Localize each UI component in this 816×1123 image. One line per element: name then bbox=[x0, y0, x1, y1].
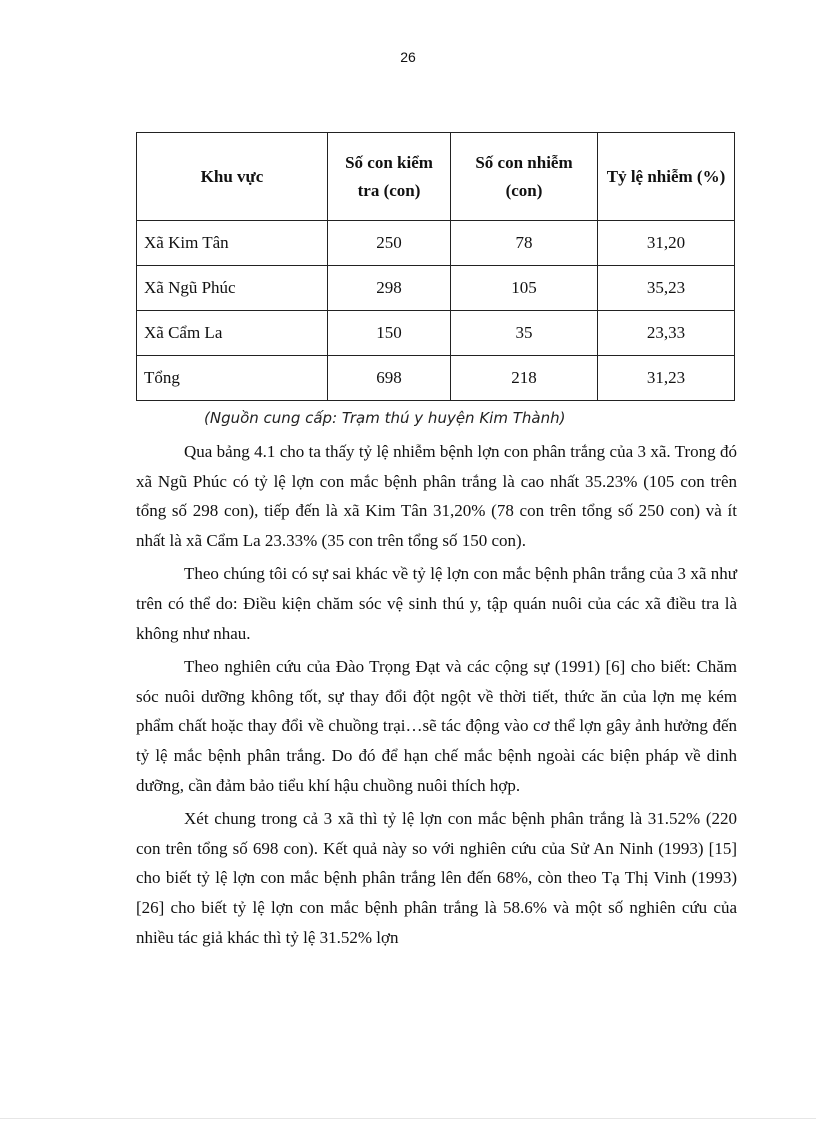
paragraph: Theo nghiên cứu của Đào Trọng Đạt và các cộng sự (1991) [6] cho biết: Chăm sóc nuôi dưỡng không tốt, sự thay đổi đột ngột về thời tiết, thức ăn của lợn mẹ kém phẩm chất hoặc thay đổi về chuồng trại…sẽ tác động vào cơ thể lợn gây ảnh hưởng đến tỷ lệ mắc bệnh phân trắng. Do đó để hạn chế mắc bệnh ngoài các biện pháp về dinh dưỡng, cần đảm bảo tiểu khí hậu chuồng nuôi thích hợp. bbox=[136, 657, 737, 795]
cell-examined: 250 bbox=[328, 221, 451, 266]
table-header-row bbox=[137, 133, 735, 221]
cell-rate: 31,20 bbox=[598, 221, 735, 266]
cell-region: Xã Kim Tân bbox=[137, 221, 328, 266]
header-examined: Số con kiểm tra (con) bbox=[328, 133, 451, 221]
cell-infected: 105 bbox=[451, 266, 598, 311]
header-rate: Tỷ lệ nhiễm (%) bbox=[598, 133, 735, 221]
cell-rate: 35,23 bbox=[598, 266, 735, 311]
cell-examined: 298 bbox=[328, 266, 451, 311]
paragraph: Qua bảng 4.1 cho ta thấy tỷ lệ nhiễm bệnh lợn con phân trắng của 3 xã. Trong đó xã Ngũ Phúc có tỷ lệ lợn con mắc bệnh phân trắng là cao nhất 35.23% (105 con trên tổng số 298 con), tiếp đến là xã Kim Tân 31,20% (78 con trên tổng số 250 con) và ít nhất là xã Cẩm La 23.33% (35 con trên tổng số 150 con). bbox=[136, 442, 737, 550]
cell-infected: 218 bbox=[451, 356, 598, 401]
cell-rate: 31,23 bbox=[598, 356, 735, 401]
cell-infected: 35 bbox=[451, 311, 598, 356]
cell-examined: 698 bbox=[328, 356, 451, 401]
cell-region: Tổng bbox=[137, 356, 328, 401]
body-text bbox=[136, 437, 737, 956]
paragraph: Theo chúng tôi có sự sai khác về tỷ lệ lợn con mắc bệnh phân trắng của 3 xã như trên có thể do: Điều kiện chăm sóc vệ sinh thú y, tập quán nuôi của các xã điều tra là không như nhau. bbox=[136, 564, 737, 643]
page-bottom-divider bbox=[0, 1118, 816, 1119]
cell-region: Xã Cẩm La bbox=[137, 311, 328, 356]
table-source-note: (Nguồn cung cấp: Trạm thú y huyện Kim Thành) bbox=[204, 409, 566, 427]
header-region: Khu vực bbox=[137, 133, 328, 221]
table-row bbox=[137, 311, 735, 356]
paragraph: Xét chung trong cả 3 xã thì tỷ lệ lợn con mắc bệnh phân trắng là 31.52% (220 con trên tổng số 698 con). Kết quả này so với nghiên cứu của Sử An Ninh (1993) [15] cho biết tỷ lệ lợn con mắc bệnh phân trắng lên đến 68%, còn theo Tạ Thị Vinh (1993) [26] cho biết tỷ lệ lợn con mắc bệnh phân trắng là 58.6% và một số nghiên cứu của nhiều tác giả khác thì tỷ lệ 31.52% lợn bbox=[136, 809, 737, 947]
cell-rate: 23,33 bbox=[598, 311, 735, 356]
infection-rate-table bbox=[136, 132, 735, 401]
cell-infected: 78 bbox=[451, 221, 598, 266]
table-row-total bbox=[137, 356, 735, 401]
header-infected: Số con nhiễm (con) bbox=[451, 133, 598, 221]
table-row bbox=[137, 221, 735, 266]
table-row bbox=[137, 266, 735, 311]
cell-region: Xã Ngũ Phúc bbox=[137, 266, 328, 311]
page-number: 26 bbox=[400, 49, 416, 65]
cell-examined: 150 bbox=[328, 311, 451, 356]
